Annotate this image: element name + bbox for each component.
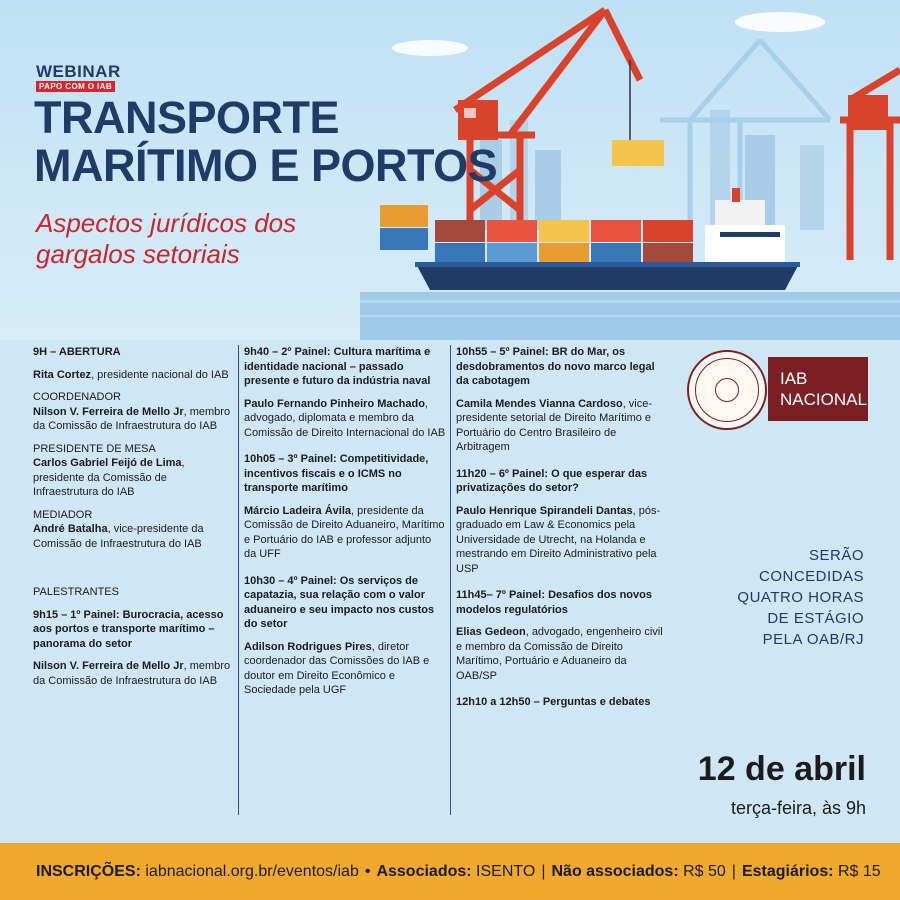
interns-price: R$ 15 <box>838 862 881 880</box>
speaker-desc: , advogado, engenheiro civil e membro da Comissão de Direito Marítimo, Portuário e Aduaneiro da OAB/SP <box>456 626 663 682</box>
registration-link[interactable]: iabnacional.org.br/eventos/iab <box>145 862 359 880</box>
speaker-name: Márcio Ladeira Ávila <box>244 504 351 517</box>
webinar-label: WEBINAR <box>36 62 121 81</box>
speaker-name: Rita Cortez <box>33 368 92 381</box>
speaker-desc: , advogado, diplomata e membro da Comissão de Direito Internacional do IAB <box>244 397 446 439</box>
event-date: 12 de abril <box>697 750 866 788</box>
speaker-desc: , pós-graduado em Law & Economics pela Universidade de Utrecht, na Holanda e mestrando em Direito Administrativo pela USP <box>456 504 661 575</box>
panel-title: 11h45– 7º Painel: Desafios dos novos modelos regulatórios <box>456 589 652 616</box>
panel-title: 10h55 – 5º Painel: BR do Mar, os desdobramentos do novo marco legal da cabotagem <box>456 346 655 387</box>
panel-title: 10h30 – 4º Painel: Os serviços de capatazia, sua relação com o valor aduaneiro e seu impacto nos custos do setor <box>244 574 435 630</box>
page-title <box>34 94 497 190</box>
panel-title: 11h20 – 6º Painel: O que esperar das privatizações do setor? <box>456 467 648 494</box>
role-label: PRESIDENTE DE MESA <box>33 442 156 455</box>
mediator-entry <box>33 508 233 552</box>
members-price: ISENTO <box>476 862 536 880</box>
event-weekday-time: terça-feira, às 9h <box>730 798 866 818</box>
title-line-2: MARÍTIMO E PORTOS <box>34 140 498 191</box>
speaker-entry <box>456 625 666 683</box>
iab-name-line-1: IAB <box>780 369 808 388</box>
interns-label: Estagiários: <box>741 862 834 880</box>
abertura-heading: 9H – ABERTURA <box>33 346 121 358</box>
speaker-desc: , presidente da Comissão de Direito Aduaneiro, Marítimo e Portuário do IAB e professor adjunto da UFF <box>244 504 445 560</box>
speaker-entry <box>244 504 446 562</box>
speaker-entry <box>244 640 446 698</box>
speaker-entry <box>456 504 666 577</box>
speaker-name: Adilson Rodrigues Pires <box>244 640 372 653</box>
column-divider <box>450 345 451 815</box>
speaker-name: Carlos Gabriel Feijó de Lima <box>33 457 182 469</box>
bullet-separator: • <box>364 862 371 880</box>
coordinator-entry <box>33 390 233 434</box>
speaker-desc: , membro da Comissão de Infraestrutura do IAB <box>33 405 231 432</box>
speaker-name: Elias Gedeon <box>456 626 526 638</box>
speaker-entry <box>33 368 233 383</box>
program-column-2 <box>244 345 446 706</box>
note-line: DE ESTÁGIO <box>767 610 864 627</box>
seal-center <box>715 378 739 402</box>
note-line: CONCEDIDAS <box>758 568 864 585</box>
title-line-1: TRANSPORTE <box>34 92 340 143</box>
speaker-desc: , vice-presidente da Comissão de Infraestrutura do IAB <box>33 523 204 550</box>
note-line: SERÃO <box>808 547 864 564</box>
speaker-entry <box>33 659 233 688</box>
subtitle-line-2: gargalos setoriais <box>36 239 240 269</box>
note-line: PELA OAB/RJ <box>762 631 864 648</box>
non-members-price: R$ 50 <box>683 862 726 880</box>
speaker-desc: , presidente da Comissão de Infraestrutura do IAB <box>33 457 185 498</box>
role-label: COORDENADOR <box>33 391 122 403</box>
speaker-name: Paulo Henrique Spirandeli Dantas <box>456 504 633 517</box>
iab-name-line-2: NACIONAL <box>780 390 867 409</box>
speaker-desc: , diretor coordenador das Comissões do IAB e doutor em Direito Econômico e Sociedade pela UGF <box>244 640 430 696</box>
pipe-separator: | <box>731 862 736 880</box>
members-label: Associados: <box>376 862 472 880</box>
program-column-1 <box>33 345 233 696</box>
pipe-separator: | <box>541 862 546 880</box>
panel-title: 10h05 – 3º Painel: Competitividade, incentivos fiscais e o ICMS no transporte marítimo <box>244 453 429 494</box>
iab-nacional-badge <box>768 357 868 421</box>
speakers-heading: PALESTRANTES <box>33 586 119 598</box>
speaker-desc: , vice-presidente setorial de Direito Marítimo e Portuário do Centro Brasileiro de Arbitragem <box>456 397 653 453</box>
column-divider <box>238 345 239 815</box>
registration-footer <box>0 843 900 900</box>
registration-label: INSCRIÇÕES: <box>36 862 141 880</box>
speaker-desc: , presidente nacional do IAB <box>91 368 229 381</box>
role-label: MEDIADOR <box>33 508 93 521</box>
speaker-entry <box>244 397 446 441</box>
subtitle-line-1: Aspectos jurídicos dos <box>36 208 297 238</box>
internship-hours-note <box>706 545 864 650</box>
speaker-name: Nilson V. Ferreira de Mello Jr <box>33 660 184 672</box>
non-members-label: Não associados: <box>551 862 679 880</box>
president-entry <box>33 442 233 500</box>
program-column-3 <box>456 345 666 718</box>
speaker-name: André Batalha <box>33 523 108 535</box>
speaker-name: Camila Mendes Vianna Cardoso <box>456 397 623 410</box>
closing-session: 12h10 a 12h50 – Perguntas e debates <box>456 696 651 708</box>
note-line: QUATRO HORAS <box>737 589 864 606</box>
panel-title: 9h15 – 1º Painel: Burocracia, acesso aos portos e transporte marítimo – panorama do setor <box>33 608 224 650</box>
speaker-name: Paulo Fernando Pinheiro Machado <box>244 397 425 410</box>
panel-title: 9h40 – 2º Painel: Cultura marítima e identidade nacional – passado presente e futuro da indústria naval <box>244 346 431 387</box>
iab-seal-logo <box>687 350 767 430</box>
speaker-desc: , membro da Comissão de Infraestrutura do IAB <box>33 660 231 687</box>
speaker-name: Nilson V. Ferreira de Mello Jr <box>33 405 184 418</box>
subtitle <box>36 208 296 270</box>
papo-badge: PAPO COM O IAB <box>36 81 115 92</box>
speaker-entry <box>456 397 666 455</box>
